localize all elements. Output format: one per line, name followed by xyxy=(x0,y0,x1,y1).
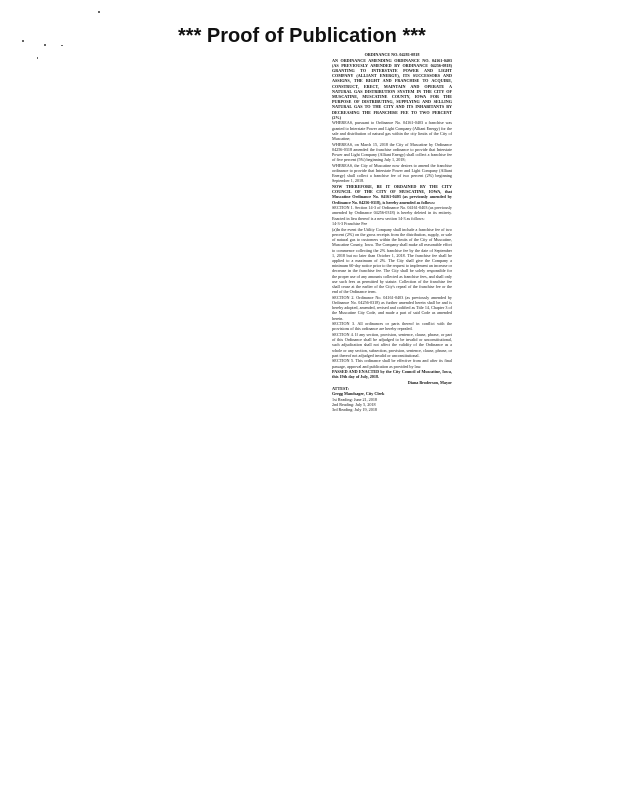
section-1-body: (a)In the event the Utility Company shall include a franchise fee of two percent (2%) on the gross receipts from the distribution, supply, or sale of natural gas to customers within the limits of the City of Muscatine, Muscatine County, Iowa. The Company shall make all reasonable effort to commence collecting the 2% franchise fee by the date of September 1, 2018 but no later than October 1, 2018. The franchise fee shall be applied to a maximum of 2%. The City shall give the Company a minimum 60-day notice prior to the request to implement an increase or decrease in the franchise fee. The City shall be solely responsible for the proper use of any amounts collected as franchise fees, and shall only use such fees as permitted by statute. Collection of the franchise fee shall cease at the earlier of the City's repeal of the franchise fee or the end of the Ordinance term. xyxy=(332,226,452,295)
attest-label: ATTEST: xyxy=(332,385,350,391)
ordinance-title: AN ORDINANCE AMENDING ORDINANCE NO. 04161-0403 (AS PREVIOUSLY AMENDED BY ORDINANCE 04256-0818) GRANTING TO INTERSTATE POWER AND LIGHT COMPANY (ALLIANT ENERGY), ITS SUCCESSORS AND ASSIGNS, THE RIGHT AND FRANCHISE TO ACQUIRE, CONSTRUCT, ERECT, MAINTAIN AND OPERATE A NATURAL GAS DISTRIBUTION SYSTEM IN THE CITY OF MUSCATINE, MUSCATINE COUNTY, IOWA FOR THE PURPOSE OF DISTRIBUTING, SUPPLYING AND SELLING NATURAL GAS TO THE CITY AND ITS INHABITANTS BY DECREASING THE FRANCHISE FEE TO TWO PERCENT (2%) xyxy=(332,57,452,120)
enacting-clause: NOW THEREFORE, BE IT ORDAINED BY THE CITY COUNCIL OF THE CITY OF MUSCATINE, IOWA, that Muscatine Ordinance No. 04161-0403 (as previously amended by Ordinance No. 04256-0318), is hereby amended as follows: xyxy=(332,184,452,205)
reading-date: 2nd Reading: July 5, 2018 xyxy=(332,402,376,408)
whereas-clause: WHEREAS, the City of Muscatine now desires to amend the franchise ordinance to provide that Interstate Power and Light Company (Alliant Energy) shall collect a franchise fee of two percent (2%) beginning September 1, 2018. xyxy=(332,162,452,184)
section-1: SECTION 1. Section 14-3 of Ordinance No. 04161-0403 (as previously amended by Ordinance 04256-0318) is hereby deleted in its entirety. Enacted in lieu thereof is a new section 14-3 as follows: xyxy=(332,205,452,221)
section-4: SECTION 4. If any section, provision, sentence, clause, phrase, or part of this Ordinance shall be adjudged to be invalid or unconstitutional, such adjudication shall not affect the validity of the Ordinance as a whole or any section, subsection, provision, sentence, clause, phrase, or part thereof not adjudged invalid or unconstitutional. xyxy=(332,332,452,358)
ordinance-number: ORDINANCE NO. 04281-0818 xyxy=(364,52,420,57)
section-2: SECTION 2. Ordinance No. 04161-0403 (as previously amended by Ordinance No. 04256-0318) as further amended herein shall be and is hereby adopted, amended, revised and codified as Title 14, Chapter 3 of the Muscatine City Code, and made a part of said Code as amended herein. xyxy=(332,294,452,321)
scan-speck xyxy=(37,57,38,59)
page-title: *** Proof of Publication *** xyxy=(178,25,426,47)
clerk-signature: Gregg Mandsager, City Clerk xyxy=(332,391,385,397)
scan-speck xyxy=(98,11,100,13)
whereas-clause: WHEREAS, pursuant to Ordinance No. 04161-0403 a franchise was granted to Interstate Power and Light Company (Alliant Energy) for the sale and distribution of natural gas within the city limits of the City of Muscatine; xyxy=(332,120,452,142)
reading-date: 1st Reading: June 21, 2018 xyxy=(332,396,377,402)
scan-speck xyxy=(44,44,46,46)
reading-date: 3rd Reading: July 19, 2018 xyxy=(332,407,377,413)
mayor-signature: Diana Broderson, Mayor xyxy=(407,380,452,386)
legal-notice-column xyxy=(332,52,452,412)
section-1-heading: 14-3-3 Franchise Fee xyxy=(332,221,368,227)
scan-speck xyxy=(61,45,63,46)
section-3: SECTION 3. All ordinances or parts thereof in conflict with the provisions of this ordinance are hereby repealed. xyxy=(332,321,452,332)
section-5: SECTION 5. This ordinance shall be effective from and after its final passage, approval and publication as provided by law. xyxy=(332,358,452,369)
whereas-clause: WHEREAS, on March 15, 2018 the City of Muscatine by Ordinance 04256-0318 amended the franchise ordinance to provide that Interstate Power and Light Company (Alliant Energy) shall collect a franchise fee of five percent (5%) beginning July 1, 2018; xyxy=(332,141,452,163)
passed-clause: PASSED AND ENACTED by the City Council of Muscatine, Iowa, this 19th day of July, 2018. xyxy=(332,369,452,380)
scan-speck xyxy=(22,40,24,42)
